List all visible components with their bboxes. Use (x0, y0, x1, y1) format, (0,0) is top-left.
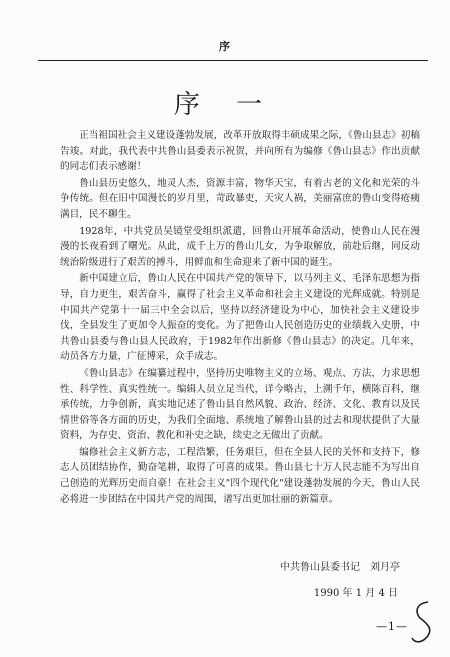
running-head: 序 (219, 40, 231, 53)
paragraph: 新中国建立后，鲁山人民在中国共产党的领导下，以马列主义、毛泽东思想为指导，自力更生，艰苦奋斗，赢得了社会主义革命和社会主义建设的光辉成就。特别是中国共产党第十一届三中全会以后，坚持以经济建设为中心，加快社会主义建设步伐，全县发生了更加令人振奋的变化。为了把鲁山人民创造历史的业绩载入史册，中共鲁山县委与鲁山县人民政府，于1982年作出新修《鲁山县志》的决定。几年来，动员各方力量，广征博采，众手成志。 (60, 273, 420, 363)
paragraph: 1928年，中共党员吴镜堂受组织派遣，回鲁山开展革命活动，使鲁山人民在漫漫的长夜看到了曙光。从此，成千上万的鲁山儿女，为争取解放，前赴后继，同反动统治阶级进行了艰苦的搏斗，用鲜血和生命迎来了新中国的诞生。 (60, 225, 420, 268)
preface-title: 序 一 (173, 90, 277, 120)
header-rule (38, 60, 428, 61)
paragraph: 鲁山县历史悠久，地灵人杰，资源丰富，物华天宝，有着古老的文化和光荣的斗争传统。但在旧中国漫长的岁月里，苛政暴吏，天灾人祸，美丽富庶的鲁山变得疮痍满目，民不聊生。 (60, 177, 420, 220)
handwritten-mark-icon (404, 598, 444, 650)
paragraph: 《鲁山县志》在编纂过程中，坚持历史唯物主义的立场、观点、方法，力求思想性、科学性、真实性统一。编辑人员立足当代，详今略古，上溯千年，横陈百科，继承传统，力争创新，真实地记述了鲁山县自然风貌、政治、经济、文化、教育以及民情世俗等各方面的历史，为我们全面地、系统地了解鲁山县的过去和现状提供了大量资料，为存史、资治、教化和补史之缺，续史之无做出了贡献。 (60, 367, 420, 442)
date-line: 1990 年 1 月 4 日 (313, 588, 398, 599)
paragraph: 编修社会主义新方志，工程浩繁，任务艰巨，但在全县人民的关怀和支持下，修志人员团结协作，勤奋笔耕，取得了可喜的成果。鲁山县七十万人民志能不为写出自己创造的光辉历史而自豪！在社会主义"四个现代化"建设蓬勃发展的今天，鲁山人民必将进一步团结在中国共产党的周围，谱写出更加壮丽的新篇章。 (60, 446, 420, 505)
preface-body (60, 128, 420, 508)
page-number: —1— (376, 620, 408, 633)
paragraph: 正当祖国社会主义建设蓬勃发展，改革开放取得丰硕成果之际，《鲁山县志》初稿告竣。对此，我代表中共鲁山县委表示祝贺，并向所有为编修《鲁山县志》作出贡献的同志们表示感谢！ (60, 130, 420, 173)
signature-line: 中共鲁山县委书记 刘月亭 (280, 562, 400, 573)
